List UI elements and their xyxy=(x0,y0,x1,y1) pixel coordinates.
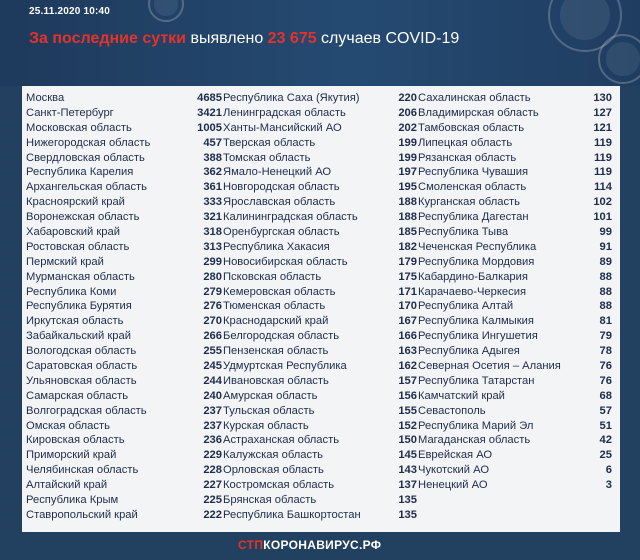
case-count: 299 xyxy=(203,255,222,268)
region-name: Курская область xyxy=(223,419,309,432)
case-count: 155 xyxy=(398,404,417,417)
region-name: Воронежская область xyxy=(26,211,140,224)
case-count: 321 xyxy=(203,211,222,224)
case-count: 81 xyxy=(599,315,612,328)
region-name: Белгородская область xyxy=(223,330,340,343)
table-row xyxy=(26,136,222,151)
region-name: Республика Саха (Якутия) xyxy=(223,92,360,104)
headline-suffix: случаев COVID-19 xyxy=(316,30,460,47)
case-count: 228 xyxy=(203,464,222,477)
table-row xyxy=(418,374,612,389)
region-name: Амурская область xyxy=(223,389,318,402)
table-row xyxy=(26,106,222,121)
case-count: 245 xyxy=(203,360,222,373)
table-row xyxy=(418,210,612,225)
table-row xyxy=(223,299,417,314)
region-name: Астраханская область xyxy=(223,434,340,447)
case-count: 197 xyxy=(398,166,417,179)
table-row xyxy=(223,329,417,344)
table-row xyxy=(223,225,417,240)
case-count: 163 xyxy=(398,345,417,358)
table-row xyxy=(26,299,222,314)
case-count: 25 xyxy=(599,449,612,462)
case-count: 3 xyxy=(605,479,612,492)
region-name: Республика Коми xyxy=(26,285,117,298)
table-row xyxy=(418,433,612,448)
case-count: 225 xyxy=(203,494,222,507)
table-row xyxy=(418,270,612,285)
case-count: 88 xyxy=(599,285,612,298)
table-row xyxy=(223,180,417,195)
case-count: 119 xyxy=(593,136,612,149)
region-name: Северная Осетия – Алания xyxy=(418,360,561,373)
case-count: 255 xyxy=(203,345,222,358)
table-row xyxy=(223,106,417,121)
case-count: 318 xyxy=(203,226,222,239)
table-row xyxy=(418,448,612,463)
region-name: Ленинградская область xyxy=(223,106,346,119)
table-row xyxy=(223,136,417,151)
region-name: Магаданская область xyxy=(418,434,531,447)
case-count: 130 xyxy=(593,92,612,104)
region-name: Республика Адыгея xyxy=(418,345,520,358)
region-name: Забайкальский край xyxy=(26,330,132,343)
region-name: Карачаево-Черкесия xyxy=(418,285,527,298)
case-count: 135 xyxy=(398,508,417,521)
region-name: Алтайский край xyxy=(26,479,108,492)
case-count: 135 xyxy=(398,494,417,507)
region-name: Рязанская область xyxy=(418,151,517,164)
region-name: Краснодарский край xyxy=(223,315,329,328)
region-name: Ивановская область xyxy=(223,374,329,387)
table-row xyxy=(418,299,612,314)
region-name: Костромская область xyxy=(223,479,335,492)
region-name: Калужская область xyxy=(223,449,324,462)
table-row xyxy=(223,433,417,448)
case-count: 89 xyxy=(599,255,612,268)
case-count: 206 xyxy=(398,106,417,119)
region-name: Республика Карелия xyxy=(26,166,134,179)
region-name: Липецкая область xyxy=(418,136,513,149)
region-name: Иркутская область xyxy=(26,315,124,328)
case-count: 280 xyxy=(203,270,222,283)
region-name: Чеченская Республика xyxy=(418,240,537,253)
table-row xyxy=(26,270,222,285)
case-count: 237 xyxy=(203,404,222,417)
region-name: Удмуртская Республика xyxy=(223,360,347,373)
table-row xyxy=(223,493,417,508)
case-count: 3421 xyxy=(197,106,222,119)
table-row xyxy=(223,210,417,225)
table-row xyxy=(26,91,222,106)
region-name: Пермский край xyxy=(26,255,104,268)
region-name: Республика Крым xyxy=(26,494,119,507)
case-count: 57 xyxy=(599,404,612,417)
regions-table xyxy=(22,86,620,532)
case-count: 236 xyxy=(203,434,222,447)
case-count: 266 xyxy=(203,330,222,343)
region-name: Тюменская область xyxy=(223,300,326,313)
case-count: 79 xyxy=(599,330,612,343)
table-row xyxy=(223,195,417,210)
region-name: Курганская область xyxy=(418,196,520,209)
region-name: Кабардино-Балкария xyxy=(418,270,528,283)
table-row xyxy=(26,314,222,329)
region-name: Пензенская область xyxy=(223,345,329,358)
table-row xyxy=(26,151,222,166)
region-name: Сахалинская область xyxy=(418,92,531,104)
table-row xyxy=(26,433,222,448)
case-count: 199 xyxy=(398,136,417,149)
page-title xyxy=(29,30,459,48)
case-count: 222 xyxy=(203,508,222,521)
case-count: 121 xyxy=(593,121,612,134)
case-count: 333 xyxy=(203,196,222,209)
table-row xyxy=(26,195,222,210)
region-name: Челябинская область xyxy=(26,464,139,477)
region-name: Республика Башкортостан xyxy=(223,508,361,521)
table-row xyxy=(26,463,222,478)
case-count: 171 xyxy=(398,285,417,298)
table-row xyxy=(223,91,417,106)
case-count: 175 xyxy=(398,270,417,283)
case-count: 4685 xyxy=(197,92,222,104)
case-count: 88 xyxy=(599,270,612,283)
table-row xyxy=(26,478,222,493)
region-name: Тульская область xyxy=(223,404,315,417)
region-name: Саратовская область xyxy=(26,360,138,373)
table-row xyxy=(223,389,417,404)
table-row xyxy=(223,448,417,463)
table-row xyxy=(26,240,222,255)
table-row xyxy=(223,121,417,136)
logo-site-text: КОРОНАВИРУС.РФ xyxy=(263,538,382,552)
table-row xyxy=(223,478,417,493)
case-count: 199 xyxy=(398,151,417,164)
case-count: 202 xyxy=(398,121,417,134)
case-count: 145 xyxy=(398,449,417,462)
logo-stop-text: СТ xyxy=(238,538,255,552)
case-count: 220 xyxy=(398,92,417,104)
table-row xyxy=(418,180,612,195)
report-date: 25.11.2020 10:40 xyxy=(29,6,111,17)
region-name: Республика Калмыкия xyxy=(418,315,534,328)
table-row xyxy=(26,255,222,270)
region-name: Свердловская область xyxy=(26,151,145,164)
region-name: Тверская область xyxy=(223,136,316,149)
table-row xyxy=(223,285,417,300)
case-count: 42 xyxy=(599,434,612,447)
region-name: Приморский край xyxy=(26,449,117,462)
region-name: Владимирская область xyxy=(418,106,539,119)
table-row xyxy=(418,106,612,121)
region-name: Хабаровский край xyxy=(26,226,121,239)
table-row xyxy=(418,463,612,478)
table-row xyxy=(26,225,222,240)
table-row xyxy=(418,478,612,493)
case-count: 237 xyxy=(203,419,222,432)
region-name: Самарская область xyxy=(26,389,129,402)
case-count: 195 xyxy=(398,181,417,194)
region-name: Санкт-Петербург xyxy=(26,106,114,119)
table-row xyxy=(26,329,222,344)
case-count: 179 xyxy=(398,255,417,268)
region-name: Республика Марий Эл xyxy=(418,419,534,432)
table-row xyxy=(26,121,222,136)
region-name: Москва xyxy=(26,92,65,104)
region-name: Московская область xyxy=(26,121,132,134)
table-row xyxy=(418,151,612,166)
table-row xyxy=(223,151,417,166)
table-row xyxy=(223,314,417,329)
table-row xyxy=(26,389,222,404)
table-row xyxy=(223,463,417,478)
case-count: 76 xyxy=(599,374,612,387)
case-count: 188 xyxy=(398,196,417,209)
table-row xyxy=(418,344,612,359)
case-count: 119 xyxy=(593,166,612,179)
case-count: 240 xyxy=(203,389,222,402)
region-name: Смоленская область xyxy=(418,181,527,194)
case-count: 6 xyxy=(605,464,612,477)
case-count: 167 xyxy=(398,315,417,328)
table-row xyxy=(26,493,222,508)
table-row xyxy=(26,448,222,463)
region-name: Орловская область xyxy=(223,464,324,477)
region-name: Томская область xyxy=(223,151,311,164)
region-name: Республика Чувашия xyxy=(418,166,529,179)
region-name: Новосибирская область xyxy=(223,255,348,268)
table-row xyxy=(26,165,222,180)
case-count: 157 xyxy=(398,374,417,387)
region-name: Республика Ингушетия xyxy=(418,330,538,343)
table-row xyxy=(26,419,222,434)
region-name: Камчатский край xyxy=(418,389,505,402)
case-count: 91 xyxy=(599,240,612,253)
region-name: Псковская область xyxy=(223,270,322,283)
table-row xyxy=(418,314,612,329)
table-row xyxy=(26,404,222,419)
headline-verb: выявлено xyxy=(186,30,268,47)
region-name: Ярославская область xyxy=(223,196,336,209)
table-row xyxy=(26,285,222,300)
region-name: Республика Хакасия xyxy=(223,240,330,253)
table-row xyxy=(223,344,417,359)
region-name: Кемеровская область xyxy=(223,285,336,298)
case-count: 101 xyxy=(593,211,612,224)
table-row xyxy=(26,359,222,374)
region-name: Ростовская область xyxy=(26,240,130,253)
virus-decoration-icon xyxy=(598,34,640,84)
table-row xyxy=(223,359,417,374)
case-count: 279 xyxy=(203,285,222,298)
table-row xyxy=(418,389,612,404)
region-name: Республика Бурятия xyxy=(26,300,132,313)
headline-period: За последние сутки xyxy=(29,30,187,47)
region-name: Ханты-Мансийский АО xyxy=(223,121,342,134)
case-count: 78 xyxy=(599,345,612,358)
case-count: 99 xyxy=(599,226,612,239)
region-name: Республика Дагестан xyxy=(418,211,529,224)
region-name: Вологодская область xyxy=(26,345,137,358)
region-name: Красноярский край xyxy=(26,196,125,209)
table-row xyxy=(418,91,612,106)
table-row xyxy=(418,240,612,255)
region-name: Волгоградская область xyxy=(26,404,147,417)
case-count: 143 xyxy=(398,464,417,477)
case-count: 162 xyxy=(398,360,417,373)
region-name: Архангельская область xyxy=(26,181,148,194)
case-count: 229 xyxy=(203,449,222,462)
case-count: 227 xyxy=(203,479,222,492)
footer xyxy=(0,532,640,560)
region-name: Республика Тыва xyxy=(418,226,509,239)
case-count: 68 xyxy=(599,389,612,402)
table-row xyxy=(418,255,612,270)
stopkoronavirus-logo xyxy=(238,538,381,552)
case-count: 156 xyxy=(398,389,417,402)
region-name: Оренбургская область xyxy=(223,226,340,239)
region-name: Калининградская область xyxy=(223,211,358,224)
case-count: 1005 xyxy=(197,121,222,134)
case-count: 119 xyxy=(593,151,612,164)
region-name: Еврейская АО xyxy=(418,449,493,462)
case-count: 102 xyxy=(593,196,612,209)
table-row xyxy=(418,225,612,240)
case-count: 76 xyxy=(599,360,612,373)
table-row xyxy=(418,136,612,151)
case-count: 185 xyxy=(398,226,417,239)
table-row xyxy=(26,344,222,359)
case-count: 361 xyxy=(203,181,222,194)
table-row xyxy=(418,285,612,300)
case-count: 114 xyxy=(593,181,612,194)
region-name: Республика Мордовия xyxy=(418,255,535,268)
case-count: 388 xyxy=(203,151,222,164)
case-count: 88 xyxy=(599,300,612,313)
region-name: Брянская область xyxy=(223,494,317,507)
region-name: Кировская область xyxy=(26,434,125,447)
table-row xyxy=(26,508,222,523)
case-count: 182 xyxy=(398,240,417,253)
table-row xyxy=(223,508,417,523)
table-row xyxy=(418,329,612,344)
case-count: 152 xyxy=(398,419,417,432)
case-count: 313 xyxy=(203,240,222,253)
case-count: 244 xyxy=(203,374,222,387)
table-row xyxy=(223,270,417,285)
region-name: Нижегородская область xyxy=(26,136,151,149)
region-name: Омская область xyxy=(26,419,110,432)
case-count: 127 xyxy=(593,106,612,119)
virus-decoration-icon xyxy=(148,0,184,22)
table-row xyxy=(418,404,612,419)
table-row xyxy=(26,210,222,225)
region-name: Ямало-Ненецкий АО xyxy=(223,166,332,179)
region-name: Ставропольский край xyxy=(26,508,138,521)
table-row xyxy=(418,121,612,136)
table-row xyxy=(418,359,612,374)
region-name: Тамбовская область xyxy=(418,121,525,134)
table-row xyxy=(223,165,417,180)
case-count: 150 xyxy=(398,434,417,447)
table-row xyxy=(223,419,417,434)
region-name: Мурманская область xyxy=(26,270,135,283)
table-row xyxy=(223,255,417,270)
table-row xyxy=(418,195,612,210)
region-name: Чукотский АО xyxy=(418,464,490,477)
table-row xyxy=(223,404,417,419)
case-count: 457 xyxy=(203,136,222,149)
table-row xyxy=(418,419,612,434)
case-count: 51 xyxy=(599,419,612,432)
case-count: 188 xyxy=(398,211,417,224)
table-row xyxy=(26,374,222,389)
table-row xyxy=(223,374,417,389)
case-count: 276 xyxy=(203,300,222,313)
case-count: 362 xyxy=(203,166,222,179)
table-row xyxy=(418,165,612,180)
region-name: Республика Татарстан xyxy=(418,374,535,387)
case-count: 270 xyxy=(203,315,222,328)
header-banner xyxy=(0,0,640,86)
region-name: Ульяновская область xyxy=(26,374,137,387)
table-row xyxy=(223,240,417,255)
logo-o-text: П xyxy=(254,538,264,552)
region-name: Новгородская область xyxy=(223,181,340,194)
headline-count: 23 675 xyxy=(267,30,317,47)
region-name: Республика Алтай xyxy=(418,300,514,313)
case-count: 166 xyxy=(398,330,417,343)
case-count: 137 xyxy=(398,479,417,492)
table-row xyxy=(26,180,222,195)
case-count: 170 xyxy=(398,300,417,313)
region-name: Севастополь xyxy=(418,404,486,417)
region-name: Ненецкий АО xyxy=(418,479,488,492)
